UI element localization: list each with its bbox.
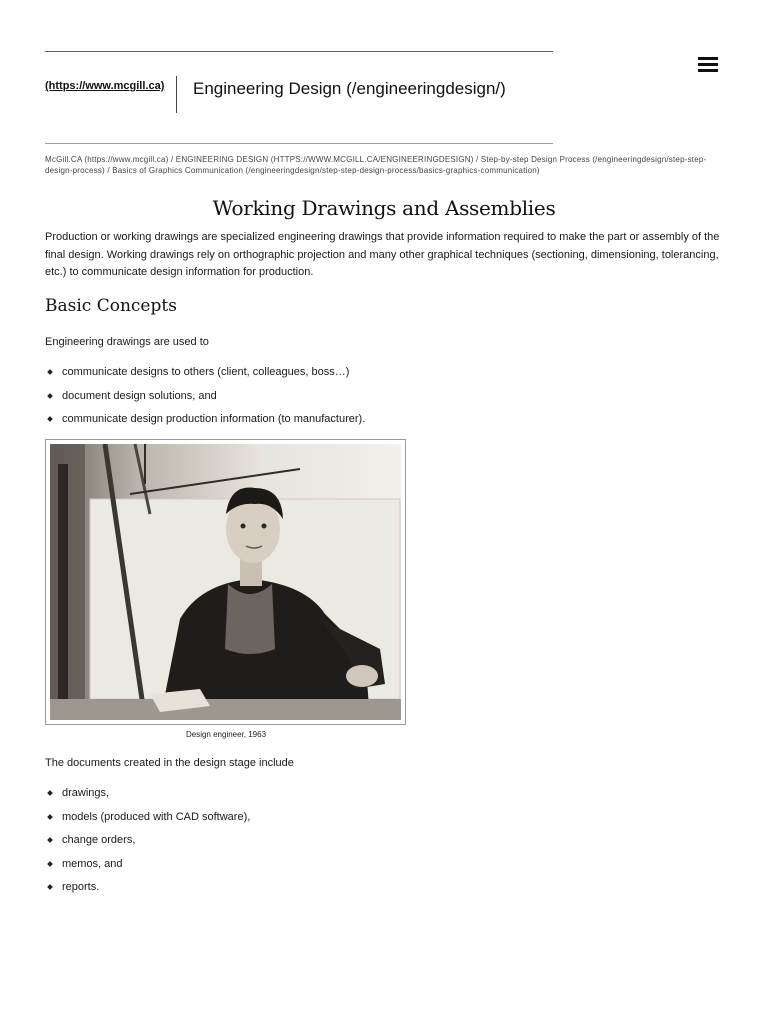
list-item: memos, and [45, 857, 250, 881]
breadcrumb-separator: / [168, 155, 176, 164]
design-engineer-photo-frame [45, 439, 406, 725]
breadcrumb-separator: / [473, 155, 481, 164]
hamburger-menu-icon[interactable] [698, 57, 718, 75]
breadcrumb-item-step-by-step[interactable]: Step-by-step Design Process (/engineeringdesign/step-step-design-process) [45, 155, 707, 175]
page-title: Working Drawings and Assemblies [212, 196, 556, 220]
list-item: document design solutions, and [45, 389, 365, 413]
breadcrumb-item-mcgill[interactable]: McGill.CA (https://www.mcgill.ca) [45, 155, 169, 164]
figure-caption: Design engineer, 1963 [185, 730, 267, 739]
header-bottom-rule [45, 143, 553, 144]
site-title-link[interactable]: Engineering Design (/engineeringdesign/) [193, 79, 506, 98]
section-heading-basic-concepts: Basic Concepts [45, 296, 177, 316]
documents-intro-text: The documents created in the design stage include [45, 757, 294, 769]
design-engineer-photo [50, 444, 401, 720]
list-item: change orders, [45, 833, 250, 857]
breadcrumb-item-engineering-design[interactable]: ENGINEERING DESIGN (HTTPS://WWW.MCGILL.CA/ENGINEERINGDESIGN) [175, 155, 474, 164]
used-intro-text: Engineering drawings are used to [45, 336, 209, 348]
header-accent-rule [45, 51, 553, 52]
documents-list [45, 786, 250, 904]
header-divider [176, 76, 177, 113]
list-item: communicate design production information (to manufacturer). [45, 412, 365, 436]
breadcrumb [45, 154, 715, 176]
mcgill-logo-link[interactable]: (https://www.mcgill.ca) [45, 80, 165, 92]
intro-paragraph: Production or working drawings are specialized engineering drawings that provide information required to make the part or assembly of the final design. Working drawings rely on orthographic projection and many other graphical techniques (sectioning, dimensioning, tolerancing, etc.) to communicate design information for production. [45, 231, 720, 278]
list-item: drawings, [45, 786, 250, 810]
breadcrumb-separator: / [104, 166, 113, 175]
breadcrumb-item-graphics-communication[interactable]: Basics of Graphics Communication (/engineeringdesign/step-step-design-process/basics-graphics-communication) [112, 166, 540, 175]
list-item: communicate designs to others (client, colleagues, boss…) [45, 365, 365, 389]
usage-list [45, 365, 365, 436]
list-item: models (produced with CAD software), [45, 810, 250, 834]
list-item: reports. [45, 880, 250, 904]
